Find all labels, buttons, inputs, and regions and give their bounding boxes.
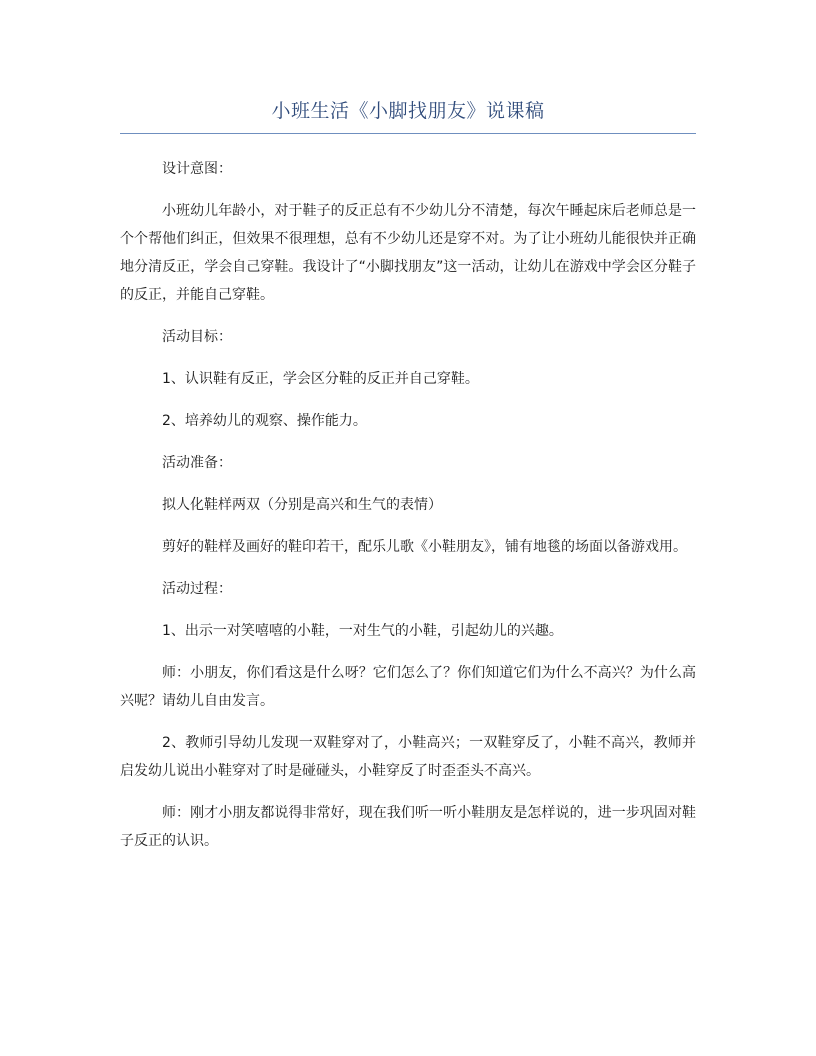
paragraph: 2、培养幼儿的观察、操作能力。 (162, 413, 367, 429)
paragraph: 剪好的鞋样及画好的鞋印若干，配乐儿歌《小鞋朋友》，铺有地毯的场面以备游戏用。 (162, 539, 687, 555)
paragraph: 1、出示一对笑嘻嘻的小鞋，一对生气的小鞋，引起幼儿的兴趣。 (162, 623, 563, 639)
paragraph: 小班幼儿年龄小，对于鞋子的反正总有不少幼儿分不清楚，每次午睡起床后老师总是一个个帮他们纠正，但效果不很理想，总有不少幼儿还是穿不对。为了让小班幼儿能很快并正确地分清反正，学会自己穿鞋。我设计了“小脚找朋友”这一活动，让幼儿在游戏中学会区分鞋子的反正，并能自己穿鞋。 (120, 203, 696, 303)
paragraph: 拟人化鞋样两双（分别是高兴和生气的表情） (162, 497, 442, 513)
paragraph: 活动准备： (162, 455, 232, 471)
paragraph: 1、认识鞋有反正，学会区分鞋的反正并自己穿鞋。 (162, 371, 479, 387)
paragraph: 活动过程： (162, 581, 232, 597)
paragraph: 设计意图： (162, 161, 232, 177)
paragraph: 2、教师引导幼儿发现一双鞋穿对了，小鞋高兴；一双鞋穿反了，小鞋不高兴，教师并启发幼儿说出小鞋穿对了时是碰碰头，小鞋穿反了时歪歪头不高兴。 (120, 735, 696, 779)
paragraph: 活动目标： (162, 329, 232, 345)
paragraph: 师：刚才小朋友都说得非常好，现在我们听一听小鞋朋友是怎样说的，进一步巩固对鞋子反正的认识。 (120, 805, 696, 849)
document-title: 小班生活《小脚找朋友》说课稿 (271, 100, 545, 122)
document-body (120, 155, 696, 869)
title-underline (120, 133, 696, 134)
paragraph: 师：小朋友，你们看这是什么呀？它们怎么了？你们知道它们为什么不高兴？为什么高兴呢？请幼儿自由发言。 (120, 665, 696, 709)
